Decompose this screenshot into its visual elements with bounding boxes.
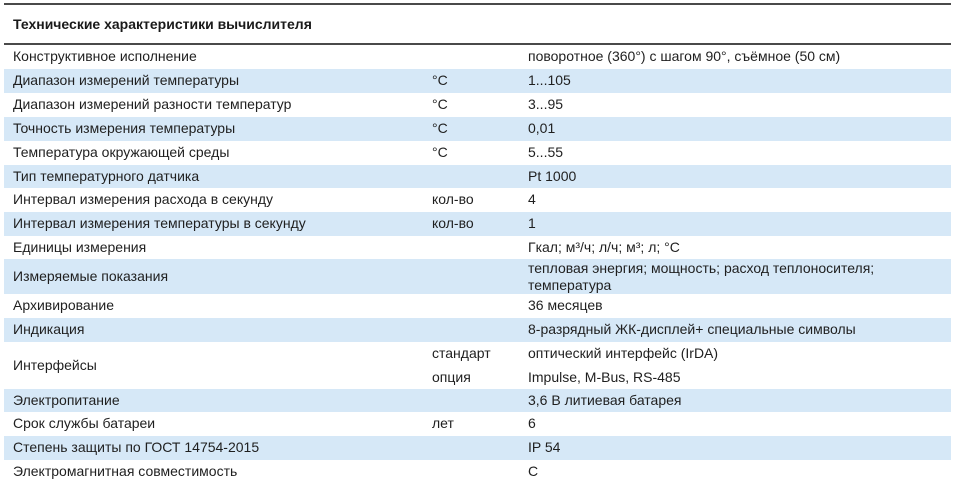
param-name: Диапазон измерений температуры	[13, 72, 240, 89]
param-value: 36 месяцев	[528, 297, 603, 314]
param-name: Интервал измерения температуры в секунду	[13, 215, 306, 232]
param-unit: °C	[432, 96, 448, 113]
param-value: 8-разрядный ЖК-дисплей+ специальные символы	[528, 321, 856, 338]
param-value-line: тепловая энергия; мощность; расход теплоносителя;	[528, 259, 875, 276]
table-row	[4, 117, 951, 141]
table-row	[4, 188, 951, 212]
param-unit: кол-во	[432, 215, 474, 232]
param-name: Измеряемые показания	[13, 267, 169, 284]
param-value: 3,6 В литиевая батарея	[528, 391, 682, 408]
table-subrow	[419, 366, 951, 390]
param-value: 1	[528, 215, 536, 232]
param-name: Единицы измерения	[13, 238, 147, 255]
param-name: Индикация	[13, 321, 85, 338]
table-row	[4, 45, 951, 69]
table-row	[4, 259, 951, 294]
spec-table	[4, 3, 951, 484]
param-unit: опция	[432, 368, 471, 385]
table-title: Технические характеристики вычислителя	[13, 16, 312, 32]
param-value: 3...95	[528, 96, 564, 113]
table-row	[4, 212, 951, 236]
param-value: 6	[528, 415, 536, 432]
table-row	[4, 69, 951, 93]
param-name: Электромагнитная совместимость	[13, 463, 238, 480]
param-name: Точность измерения температуры	[13, 120, 236, 137]
param-name: Температура окружающей среды	[13, 144, 230, 161]
param-name: Степень защиты по ГОСТ 14754-2015	[13, 439, 260, 456]
param-value: 4	[528, 191, 536, 208]
table-row	[4, 436, 951, 460]
param-value: IP 54	[528, 439, 561, 456]
param-name: Срок службы батареи	[13, 415, 156, 432]
param-value: 5...55	[528, 144, 564, 161]
param-value-line: температура	[528, 276, 612, 293]
param-name: Диапазон измерений разности температур	[13, 96, 292, 113]
table-row	[4, 460, 951, 484]
param-value: Impulse, M-Bus, RS-485	[528, 368, 681, 385]
param-value: поворотное (360°) с шагом 90°, съёмное (50 см)	[528, 48, 841, 65]
param-name: Архивирование	[13, 297, 115, 314]
table-row	[4, 141, 951, 165]
param-unit: кол-во	[432, 191, 474, 208]
param-name: Конструктивное исполнение	[13, 48, 197, 65]
table-row	[4, 389, 951, 412]
table-subrow	[419, 342, 951, 366]
table-row	[4, 342, 951, 389]
table-row	[4, 318, 951, 342]
table-row	[4, 93, 951, 117]
param-unit: лет	[432, 415, 454, 432]
param-name: Интерфейсы	[13, 356, 97, 373]
param-unit: стандарт	[432, 345, 491, 361]
table-row	[4, 236, 951, 259]
param-unit: °C	[432, 120, 448, 137]
param-value: Гкал; м³/ч; л/ч; м³; л; °C	[528, 238, 680, 255]
param-name: Электропитание	[13, 391, 120, 408]
table-row	[4, 412, 951, 436]
param-value: 1...105	[528, 72, 571, 89]
param-value	[518, 260, 951, 294]
param-value: 0,01	[528, 120, 556, 137]
param-unit: °C	[432, 72, 448, 89]
table-row	[4, 294, 951, 318]
param-value: C	[528, 463, 539, 480]
param-unit: °C	[432, 144, 448, 161]
table-row	[4, 165, 951, 188]
param-name: Тип температурного датчика	[13, 167, 200, 184]
param-value: оптический интерфейс (IrDA)	[528, 345, 719, 361]
param-name: Интервал измерения расхода в секунду	[13, 191, 274, 208]
param-value: Pt 1000	[528, 167, 577, 184]
